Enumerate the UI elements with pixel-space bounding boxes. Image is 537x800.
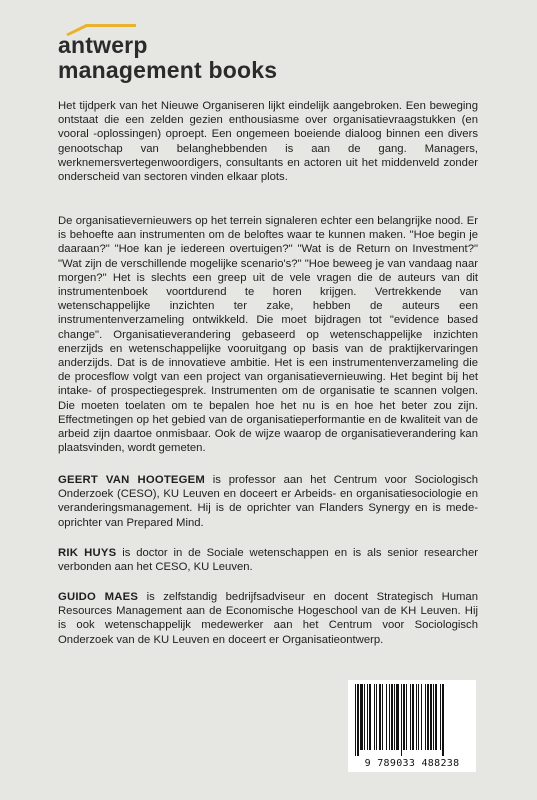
author-bio-text: is doctor in de Sociale wetenschappen en is als senior researcher verbonden aan het CESO, KU Leuven.: [58, 547, 478, 574]
barcode-bar: [357, 684, 359, 756]
barcode-bar: [412, 684, 414, 750]
barcode-bar: [386, 684, 387, 750]
barcode-bar: [406, 684, 407, 750]
barcode-bar: [425, 684, 426, 750]
publisher-name-line2: management books: [58, 57, 278, 83]
barcode-bar: [427, 684, 429, 750]
barcode-bar: [369, 684, 371, 750]
blurb-paragraph-2: De organisatievernieuwers op het terrein signaleren echter een belangrijke nood. Er is behoefte aan instrumenten om de beloftes waar te kunnen maken. "Hoe begin je daaraan?" "Hoe kan je iedereen overtuigen?" "Wat is de Return on Investment?" "Wat zijn de verschillende mogelijke scenario's?" "Hoe beweeg je van vandaag naar morgen?" Het is slechts een greep uit de vele vragen die de auteurs van dit instrumentenboek voortdurend te horen krijgen. Vertrekkende van wetenschappelijke inzichten ter zake, hebben de auteurs een instrumentenverzameling ontwikkeld. Die moet bijdragen tot "evidence based change". Organisatieverandering gebaseerd op wetenschappelijke inzichten enerzijds en wetenschappelijke vooruitgang op basis van de praktijkervaringen anderzijds. Dat is de innovatieve ambitie. Het is een instrumentenverzameling die de procesflow volgt van een project van organisatievernieuwing. Het begint bij het intake- of prospectiegesprek. Instrumenten om de organisatie te scannen volgen. Die moeten toelaten om te bepalen hoe het nu is en hoe het beter zou zijn. Effectmetingen op het gebied van de organisatieperformantie en de kwaliteit van de arbeid zijn daartoe onmisbaar. Ook de wijze waarop de organisatieverandering kan plaatsvinden, wordt gemeten.: [58, 215, 478, 455]
barcode-bar: [442, 684, 444, 756]
barcode-bar: [382, 684, 383, 750]
author-bio: [58, 546, 478, 574]
barcode-bar: [421, 684, 422, 750]
barcode-bar: [355, 684, 356, 756]
barcode-bar: [418, 684, 419, 750]
barcode-bar: [379, 684, 381, 750]
barcode-bar: [364, 684, 365, 750]
barcode-bar: [403, 684, 405, 750]
barcode-bar: [430, 684, 432, 750]
barcode-bar: [440, 684, 441, 750]
barcode-bar: [391, 684, 393, 750]
barcode-bar: [410, 684, 411, 750]
barcode-bar: [374, 684, 375, 750]
barcode-bar: [396, 684, 399, 750]
barcode-bar: [389, 684, 390, 750]
barcode-bar: [360, 684, 363, 750]
author-bio-text: is zelfstandig bedrijfsadviseur en docent Strategisch Human Resources Management aan de Economische Hogeschool van de KH Leuven. Hij is ook wetenschappelijk medewerker aan het Centrum voor Sociologisch Onderzoek van de KU Leuven en doceert er Organisatieontwerp.: [58, 591, 478, 646]
author-bio: [58, 473, 478, 530]
isbn-barcode: [348, 680, 476, 772]
isbn-number: 9 789033 488238: [364, 758, 460, 769]
author-name: RIK HUYS: [58, 547, 117, 559]
barcode-bar: [376, 684, 377, 750]
author-name: GEERT VAN HOOTEGEM: [58, 474, 205, 486]
barcode-bar: [433, 684, 434, 750]
blurb-paragraph-1: Het tijdperk van het Nieuwe Organiseren lijkt eindelijk aangebroken. Een beweging ontstaat die een zelden gezien enthousiasme over organisatievraagstukken (en vooral -oplossingen) oproept. Een ongemeen boeiende dialoog binnen een divers genootschap van belanghebbenden is aan de gang. Managers, werknemersvertegenwoordigers, consultants en actoren uit het middenveld zonder onderscheid van sectoren vinden elkaar plots.: [58, 100, 478, 184]
barcode-bar: [416, 684, 417, 750]
barcode-bar: [367, 684, 368, 750]
barcode-bar: [435, 684, 437, 750]
publisher-name-line1: antwerp: [58, 32, 148, 58]
barcode-bars-icon: [355, 684, 469, 756]
author-name: GUIDO MAES: [58, 591, 139, 603]
author-bio-text: is professor aan het Centrum voor Sociologisch Onderzoek (CESO), KU Leuven en doceert er Arbeids- en organisatiesociologie en veranderingsmanagement. Hij is de oprichter van Flanders Synergy en is mede-oprichter van Prepared Mind.: [58, 474, 478, 529]
author-bio: [58, 590, 478, 647]
barcode-bar: [394, 684, 395, 750]
barcode-bar: [401, 684, 402, 756]
